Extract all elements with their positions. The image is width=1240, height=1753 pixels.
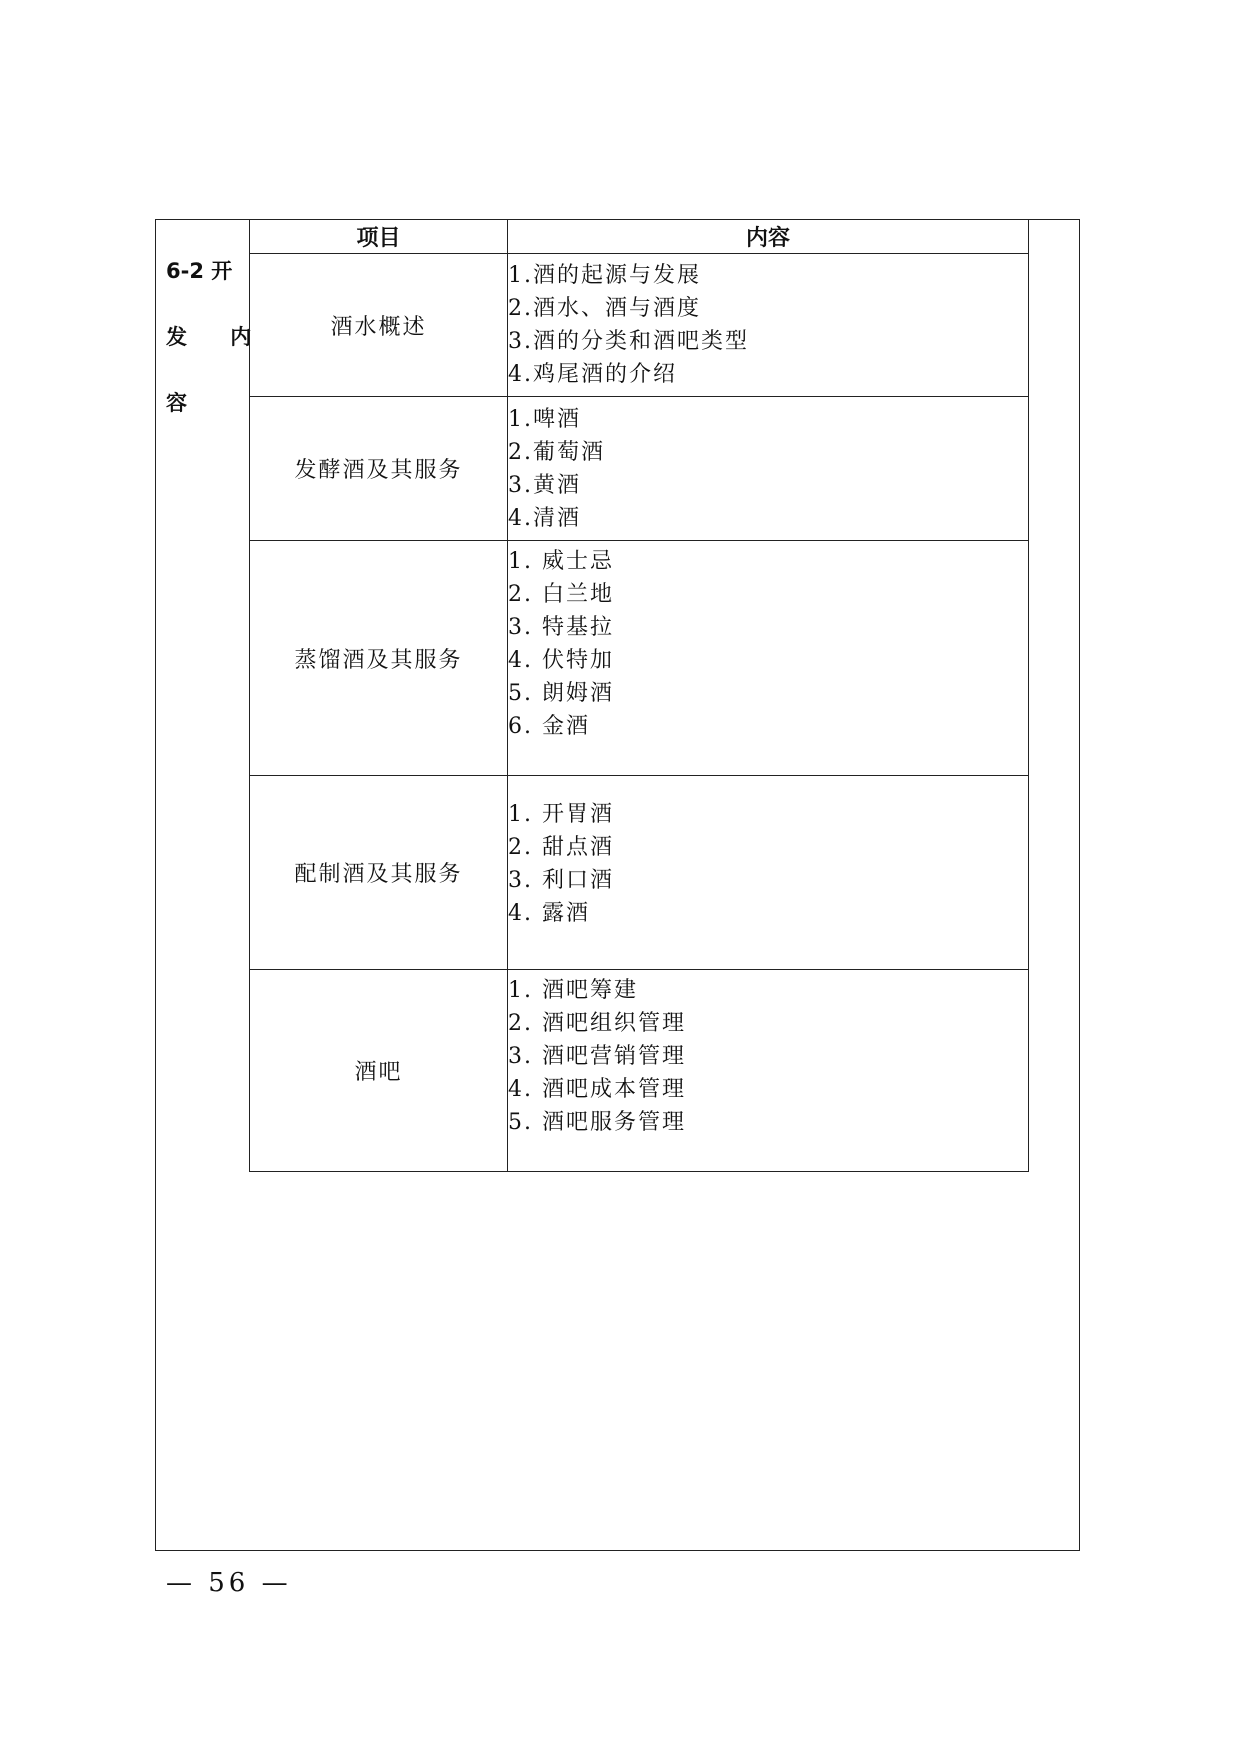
list-item: 6. 金酒 bbox=[508, 714, 590, 739]
item-name: 蒸馏酒及其服务 bbox=[250, 541, 508, 776]
list-item: 1. 开胃酒 bbox=[508, 802, 614, 827]
list-item: 2.葡萄酒 bbox=[508, 439, 605, 465]
list-item: 4.鸡尾酒的介绍 bbox=[508, 362, 677, 387]
content-table bbox=[249, 219, 1029, 1172]
page-number: — 56 — bbox=[166, 1568, 292, 1598]
list-item: 5. 朗姆酒 bbox=[508, 681, 614, 706]
table-row bbox=[250, 776, 1029, 970]
list-item: 5. 酒吧服务管理 bbox=[508, 1110, 686, 1135]
table-row bbox=[250, 970, 1029, 1172]
list-item: 4. 露酒 bbox=[508, 901, 590, 926]
table-row bbox=[250, 254, 1029, 397]
item-name: 配制酒及其服务 bbox=[250, 776, 508, 970]
list-item: 3.黄酒 bbox=[508, 472, 581, 498]
list-item: 3. 酒吧营销管理 bbox=[508, 1044, 686, 1069]
list-item: 4.清酒 bbox=[508, 505, 581, 531]
item-name: 酒吧 bbox=[250, 970, 508, 1172]
list-item: 1. 酒吧筹建 bbox=[508, 978, 638, 1003]
list-item: 2. 白兰地 bbox=[508, 582, 614, 607]
item-name: 酒水概述 bbox=[250, 254, 508, 397]
list-item: 2.酒水、酒与酒度 bbox=[508, 296, 701, 321]
content-cell bbox=[508, 397, 1029, 541]
section-label bbox=[166, 238, 270, 436]
content-list bbox=[508, 974, 1028, 1139]
content-list bbox=[508, 259, 1028, 391]
header-item: 项目 bbox=[250, 220, 508, 254]
content-cell bbox=[508, 254, 1029, 397]
table-header-row bbox=[250, 220, 1029, 254]
list-item: 1. 威士忌 bbox=[508, 549, 614, 574]
section-label-line1: 6-2 开 bbox=[166, 259, 233, 283]
list-item: 2. 甜点酒 bbox=[508, 835, 614, 860]
section-label-line3: 容 bbox=[166, 391, 187, 415]
list-item: 1.啤酒 bbox=[508, 406, 581, 432]
content-cell bbox=[508, 970, 1029, 1172]
list-item: 3. 利口酒 bbox=[508, 868, 614, 893]
list-item: 1.酒的起源与发展 bbox=[508, 263, 701, 288]
table-row bbox=[250, 397, 1029, 541]
header-content: 内容 bbox=[508, 220, 1029, 254]
content-cell bbox=[508, 776, 1029, 970]
list-item: 3. 特基拉 bbox=[508, 615, 614, 640]
item-name: 发酵酒及其服务 bbox=[250, 397, 508, 541]
content-list bbox=[508, 545, 1028, 743]
section-label-line2: 发 内 bbox=[166, 325, 270, 349]
content-list bbox=[508, 403, 1028, 535]
list-item: 2. 酒吧组织管理 bbox=[508, 1011, 686, 1036]
list-item: 3.酒的分类和酒吧类型 bbox=[508, 329, 749, 354]
list-item: 4. 伏特加 bbox=[508, 648, 614, 673]
content-cell bbox=[508, 541, 1029, 776]
list-item: 4. 酒吧成本管理 bbox=[508, 1077, 686, 1102]
content-list bbox=[508, 798, 1028, 930]
table-row bbox=[250, 541, 1029, 776]
